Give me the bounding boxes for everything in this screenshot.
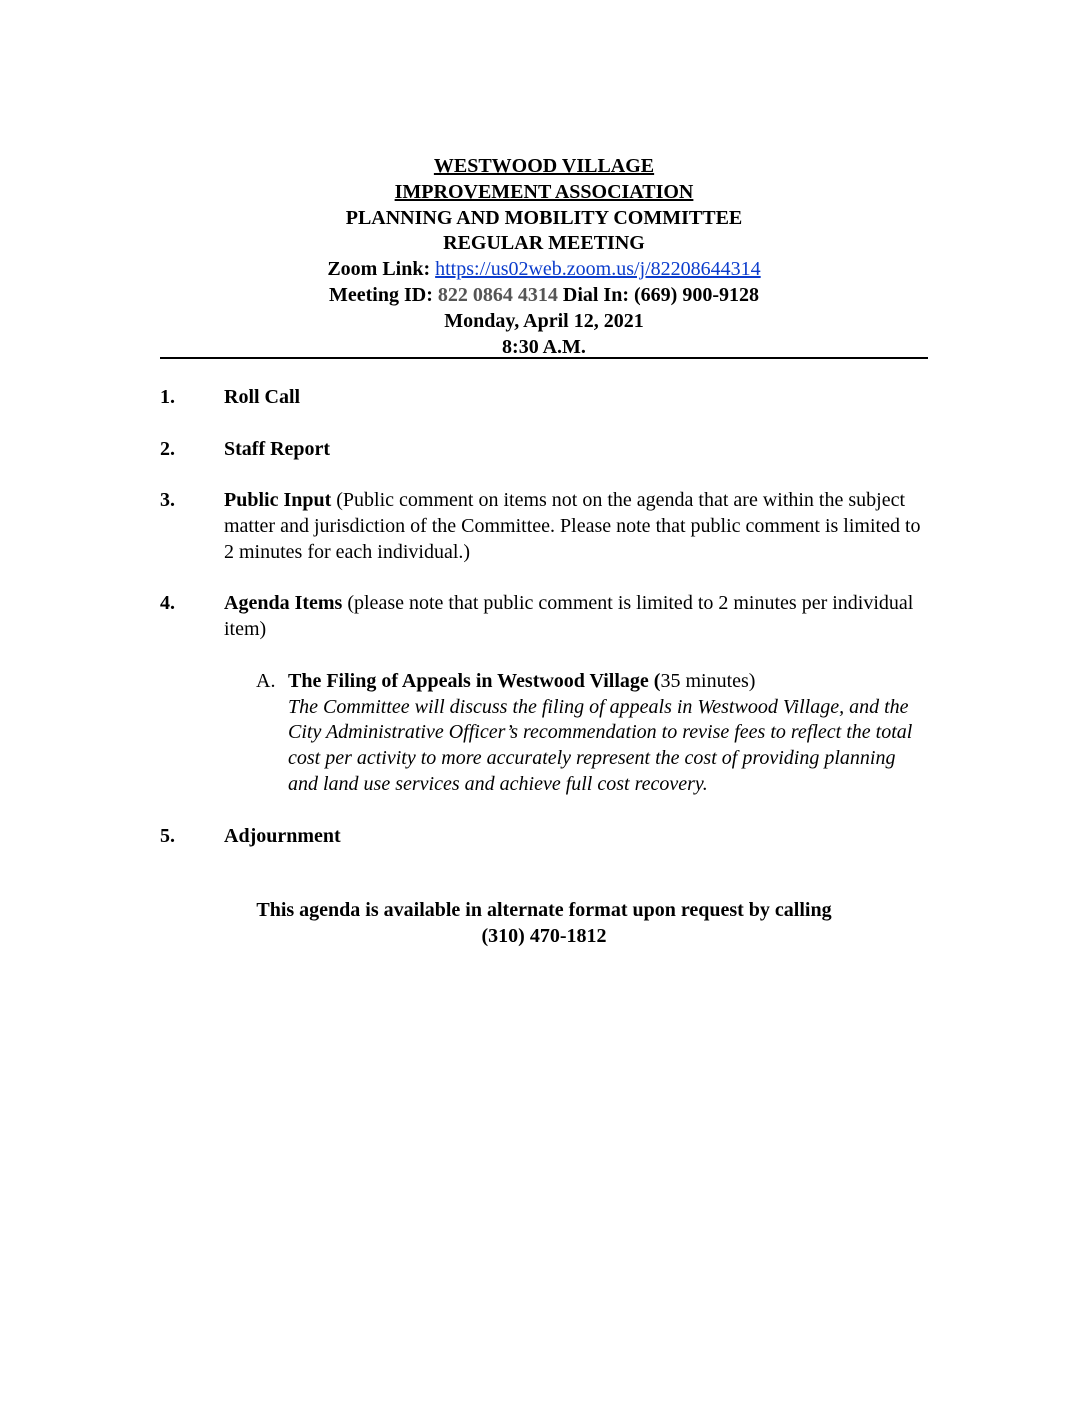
agenda-item <box>160 824 930 850</box>
sub-item-description: The Committee will discuss the filing of appeals in Westwood Village, and the City Administrative Officer’s recommendation to revise fees to reflect the total cost per activity to more accurately represent the cost of providing planning and land use services and achieve full cost recovery. <box>288 695 913 795</box>
notice-phone: (310) 470-1812 <box>481 924 607 947</box>
item-title: Public Input <box>224 489 332 512</box>
sub-item <box>256 669 930 798</box>
dial-in: Dial In: (669) 900-9128 <box>562 283 759 306</box>
meeting-id-label: Meeting ID: <box>329 283 433 306</box>
org-name-line1: WESTWOOD VILLAGE <box>433 155 655 177</box>
committee-name: PLANNING AND MOBILITY COMMITTEE <box>345 206 743 229</box>
meeting-type: REGULAR MEETING <box>443 232 645 255</box>
notice-text: This agenda is available in alternate format upon request by calling <box>256 899 832 921</box>
accessibility-notice <box>160 898 928 950</box>
sub-item-title: The Filing of Appeals in Westwood Village ( <box>288 669 661 692</box>
agenda-list <box>160 385 930 875</box>
sub-item-letter: A. <box>256 669 276 692</box>
meeting-date: Monday, April 12, 2021 <box>444 309 644 332</box>
item-number: 4. <box>160 592 175 615</box>
sub-item-duration: 35 minutes) <box>660 669 756 692</box>
agenda-item <box>160 488 930 565</box>
item-number: 1. <box>160 386 175 408</box>
meeting-time: 8:30 A.M. <box>502 335 586 358</box>
agenda-item <box>160 437 930 463</box>
item-title: Roll Call <box>224 386 301 408</box>
item-description: (Public comment on items not on the agenda that are within the subject matter and jurisdiction of the Committee. Please note that public comment is limited to 2 minutes for each individual.) <box>224 489 921 563</box>
item-number: 3. <box>160 489 175 512</box>
zoom-link[interactable]: https://us02web.zoom.us/j/82208644314 <box>435 258 761 281</box>
agenda-item <box>160 385 930 411</box>
meeting-id-line <box>160 283 928 309</box>
zoom-link-label: Zoom Link: <box>327 258 431 281</box>
agenda-item <box>160 591 930 797</box>
meeting-id-number: 822 0864 4314 <box>437 283 558 306</box>
item-number: 2. <box>160 437 175 460</box>
item-title: Staff Report <box>224 437 331 460</box>
header-divider <box>160 357 928 359</box>
agenda-header <box>160 154 928 360</box>
item-number: 5. <box>160 824 175 847</box>
org-name-line2: IMPROVEMENT ASSOCIATION <box>394 180 694 203</box>
item-title: Adjournment <box>224 824 341 847</box>
zoom-link-line <box>160 257 928 283</box>
item-description: (please note that public comment is limited to 2 minutes per individual item) <box>224 592 914 641</box>
item-title: Agenda Items <box>224 592 343 615</box>
